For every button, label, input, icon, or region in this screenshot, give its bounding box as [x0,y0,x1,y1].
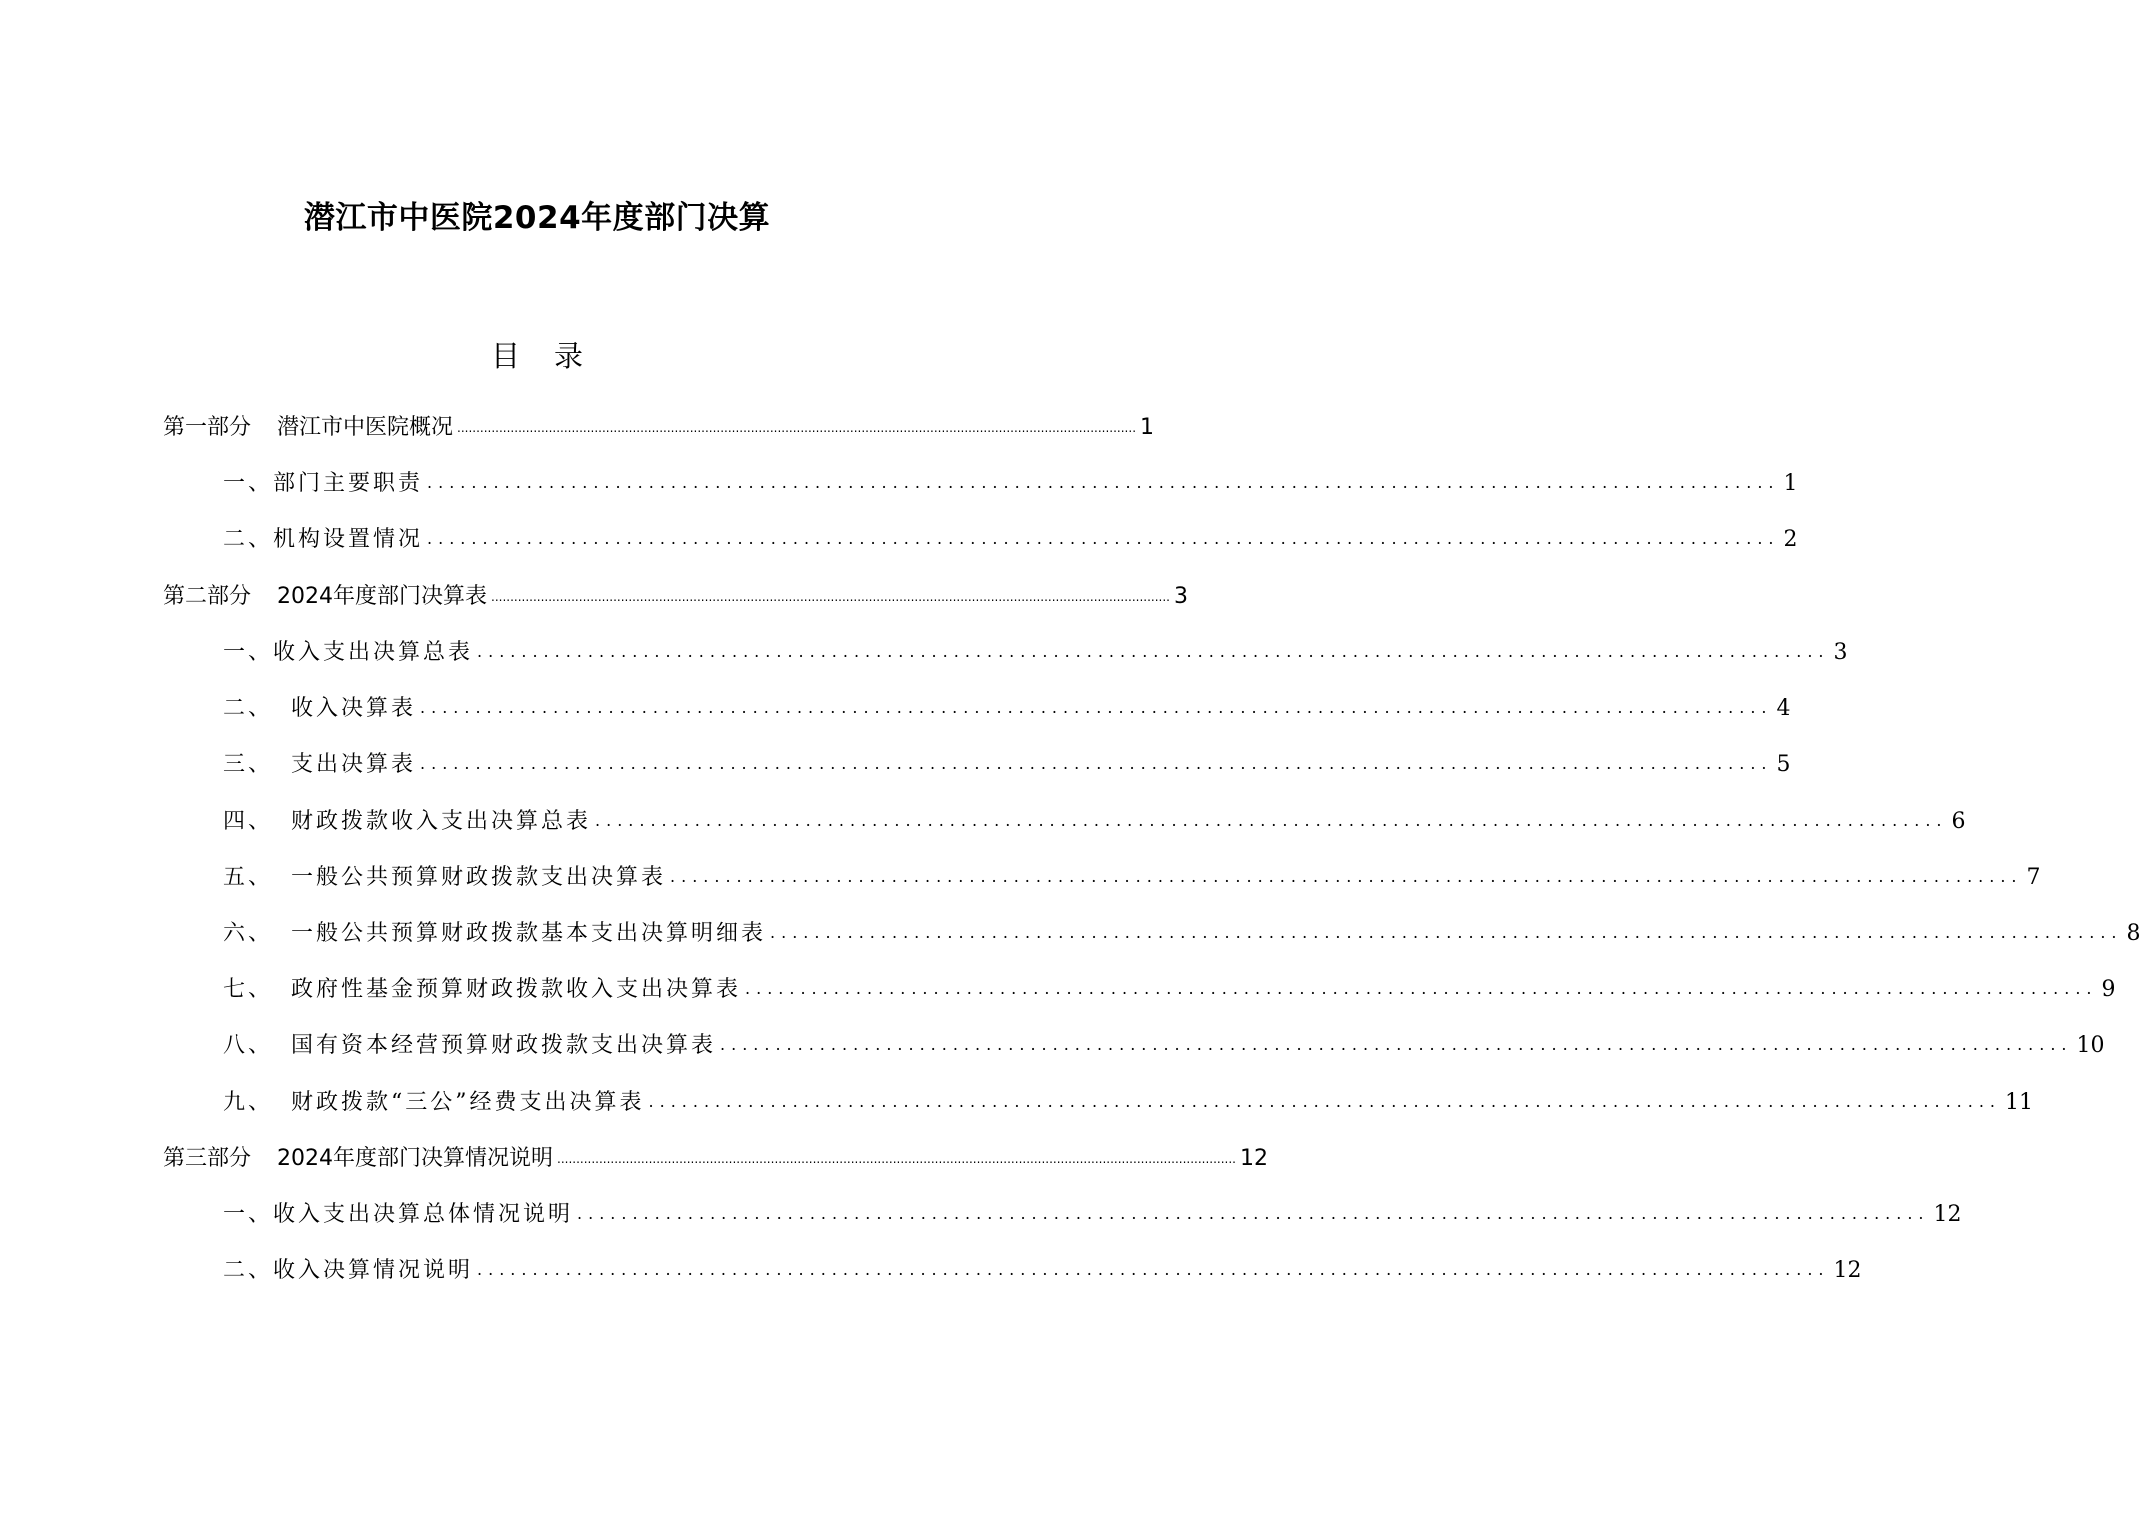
toc-heading-right: 录 [554,339,584,373]
toc-entry-number: 九、 [223,1090,274,1115]
toc-entry-2-5[interactable] [223,861,2041,895]
dot-leader: .......................................................................................................................... [720,1035,2073,1054]
toc-part-1[interactable] [163,411,1155,445]
toc-entry-label: 支出决算表 [291,752,417,777]
toc-page-number: 4 [1776,696,1791,721]
toc-page-number: 3 [1833,640,1848,665]
toc-entry-number: 二、 [223,696,274,721]
toc-entry-label: 收入决算表 [291,696,417,721]
toc-entry-1-1[interactable] [223,467,1798,501]
toc-entry-2-3[interactable] [223,748,1791,782]
dot-leader: .......................................................................................................................... [745,979,2098,998]
toc-page-number: 12 [1933,1202,1962,1227]
toc-part-3[interactable] [163,1142,1268,1176]
toc-page-number: 9 [2101,977,2116,1002]
toc-entry-label: 收入支出决算总体情况说明 [273,1202,574,1227]
dot-leader: .......................................................................................................................... [595,811,1948,830]
dot-leader: .................................................................................................................................................................................. [491,590,1170,604]
toc-entry-2-9[interactable] [223,1086,2033,1120]
toc-entry-number: 二、 [223,527,274,552]
toc-entry-2-2[interactable] [223,692,1791,726]
toc-entry-number: 一、 [223,471,274,496]
dot-leader: .......................................................................................................................... [577,1204,1930,1223]
toc-page-number: 12 [1240,1146,1268,1171]
dot-leader: .......................................................................................................................... [477,1260,1830,1279]
toc-part-2[interactable] [163,580,1188,614]
toc-entry-2-7[interactable] [223,973,2116,1007]
toc-entry-label: 一般公共预算财政拨款支出决算表 [291,865,667,890]
toc-entry-label: 政府性基金预算财政拨款收入支出决算表 [291,977,742,1002]
toc-page-number: 8 [2126,921,2141,946]
document-title: 潜江市中医院2024年度部门决算 [303,200,771,236]
toc-page-number: 5 [1776,752,1791,777]
toc-entry-number: 八、 [223,1033,274,1058]
toc-entry-number: 六、 [223,921,274,946]
toc-page-number: 1 [1140,415,1155,440]
toc-page-number: 1 [1783,471,1798,496]
toc-entry-number: 七、 [223,977,274,1002]
toc-entry-label: 一般公共预算财政拨款基本支出决算明细表 [291,921,767,946]
toc-heading-left: 目 [490,339,520,373]
dot-leader: .......................................................................................................................... [427,473,1780,492]
toc-entry-label: 机构设置情况 [273,527,424,552]
dot-leader: .................................................................................................................................................................................. [557,1152,1236,1166]
dot-leader: .......................................................................................................................... [477,642,1830,661]
toc-entry-label: 部门主要职责 [273,471,424,496]
toc-entry-label: 财政拨款收入支出决算总表 [291,809,592,834]
dot-leader: .................................................................................................................................................................................. [457,421,1137,435]
dot-leader: .......................................................................................................................... [670,867,2023,886]
toc-entry-number: 二、 [223,1258,274,1283]
toc-page-number: 6 [1951,809,1966,834]
toc-page-number: 12 [1833,1258,1862,1283]
dot-leader: .......................................................................................................................... [770,923,2123,942]
toc-entry-number: 一、 [223,1202,274,1227]
toc-entry-number: 四、 [223,809,274,834]
toc-part-number: 第一部分 [163,415,252,440]
toc-entry-2-6[interactable] [223,917,2141,951]
toc-entry-label: 潜江市中医院概况 [277,415,454,440]
toc-entry-2-8[interactable] [223,1029,2105,1063]
toc-entry-label: 财政拨款“三公”经费支出决算表 [291,1090,645,1115]
toc-entry-3-2[interactable] [223,1254,1862,1288]
toc-page-number: 2 [1783,527,1798,552]
toc-entry-2-1[interactable] [223,636,1848,670]
toc-entry-number: 三、 [223,752,274,777]
toc-page-number: 7 [2026,865,2041,890]
toc-entry-label: 2024年度部门决算表 [277,584,488,609]
dot-leader: .......................................................................................................................... [420,698,1773,717]
dot-leader: .......................................................................................................................... [420,754,1773,773]
dot-leader: .......................................................................................................................... [648,1092,2001,1111]
toc-entry-label: 收入支出决算总表 [273,640,474,665]
toc-part-number: 第二部分 [163,584,252,609]
dot-leader: .......................................................................................................................... [427,529,1780,548]
toc-page-number: 11 [2005,1090,2033,1115]
toc-page-number: 10 [2076,1033,2105,1058]
toc-entry-number: 五、 [223,865,274,890]
toc-entry-3-1[interactable] [223,1198,1962,1232]
toc-entry-1-2[interactable] [223,523,1798,557]
toc-page-number: 3 [1174,584,1188,609]
toc-entry-label: 国有资本经营预算财政拨款支出决算表 [291,1033,717,1058]
toc-entry-label: 2024年度部门决算情况说明 [277,1146,554,1171]
toc-part-number: 第三部分 [163,1146,252,1171]
toc-entry-label: 收入决算情况说明 [273,1258,474,1283]
toc-entry-number: 一、 [223,640,274,665]
toc-entry-2-4[interactable] [223,805,1966,839]
